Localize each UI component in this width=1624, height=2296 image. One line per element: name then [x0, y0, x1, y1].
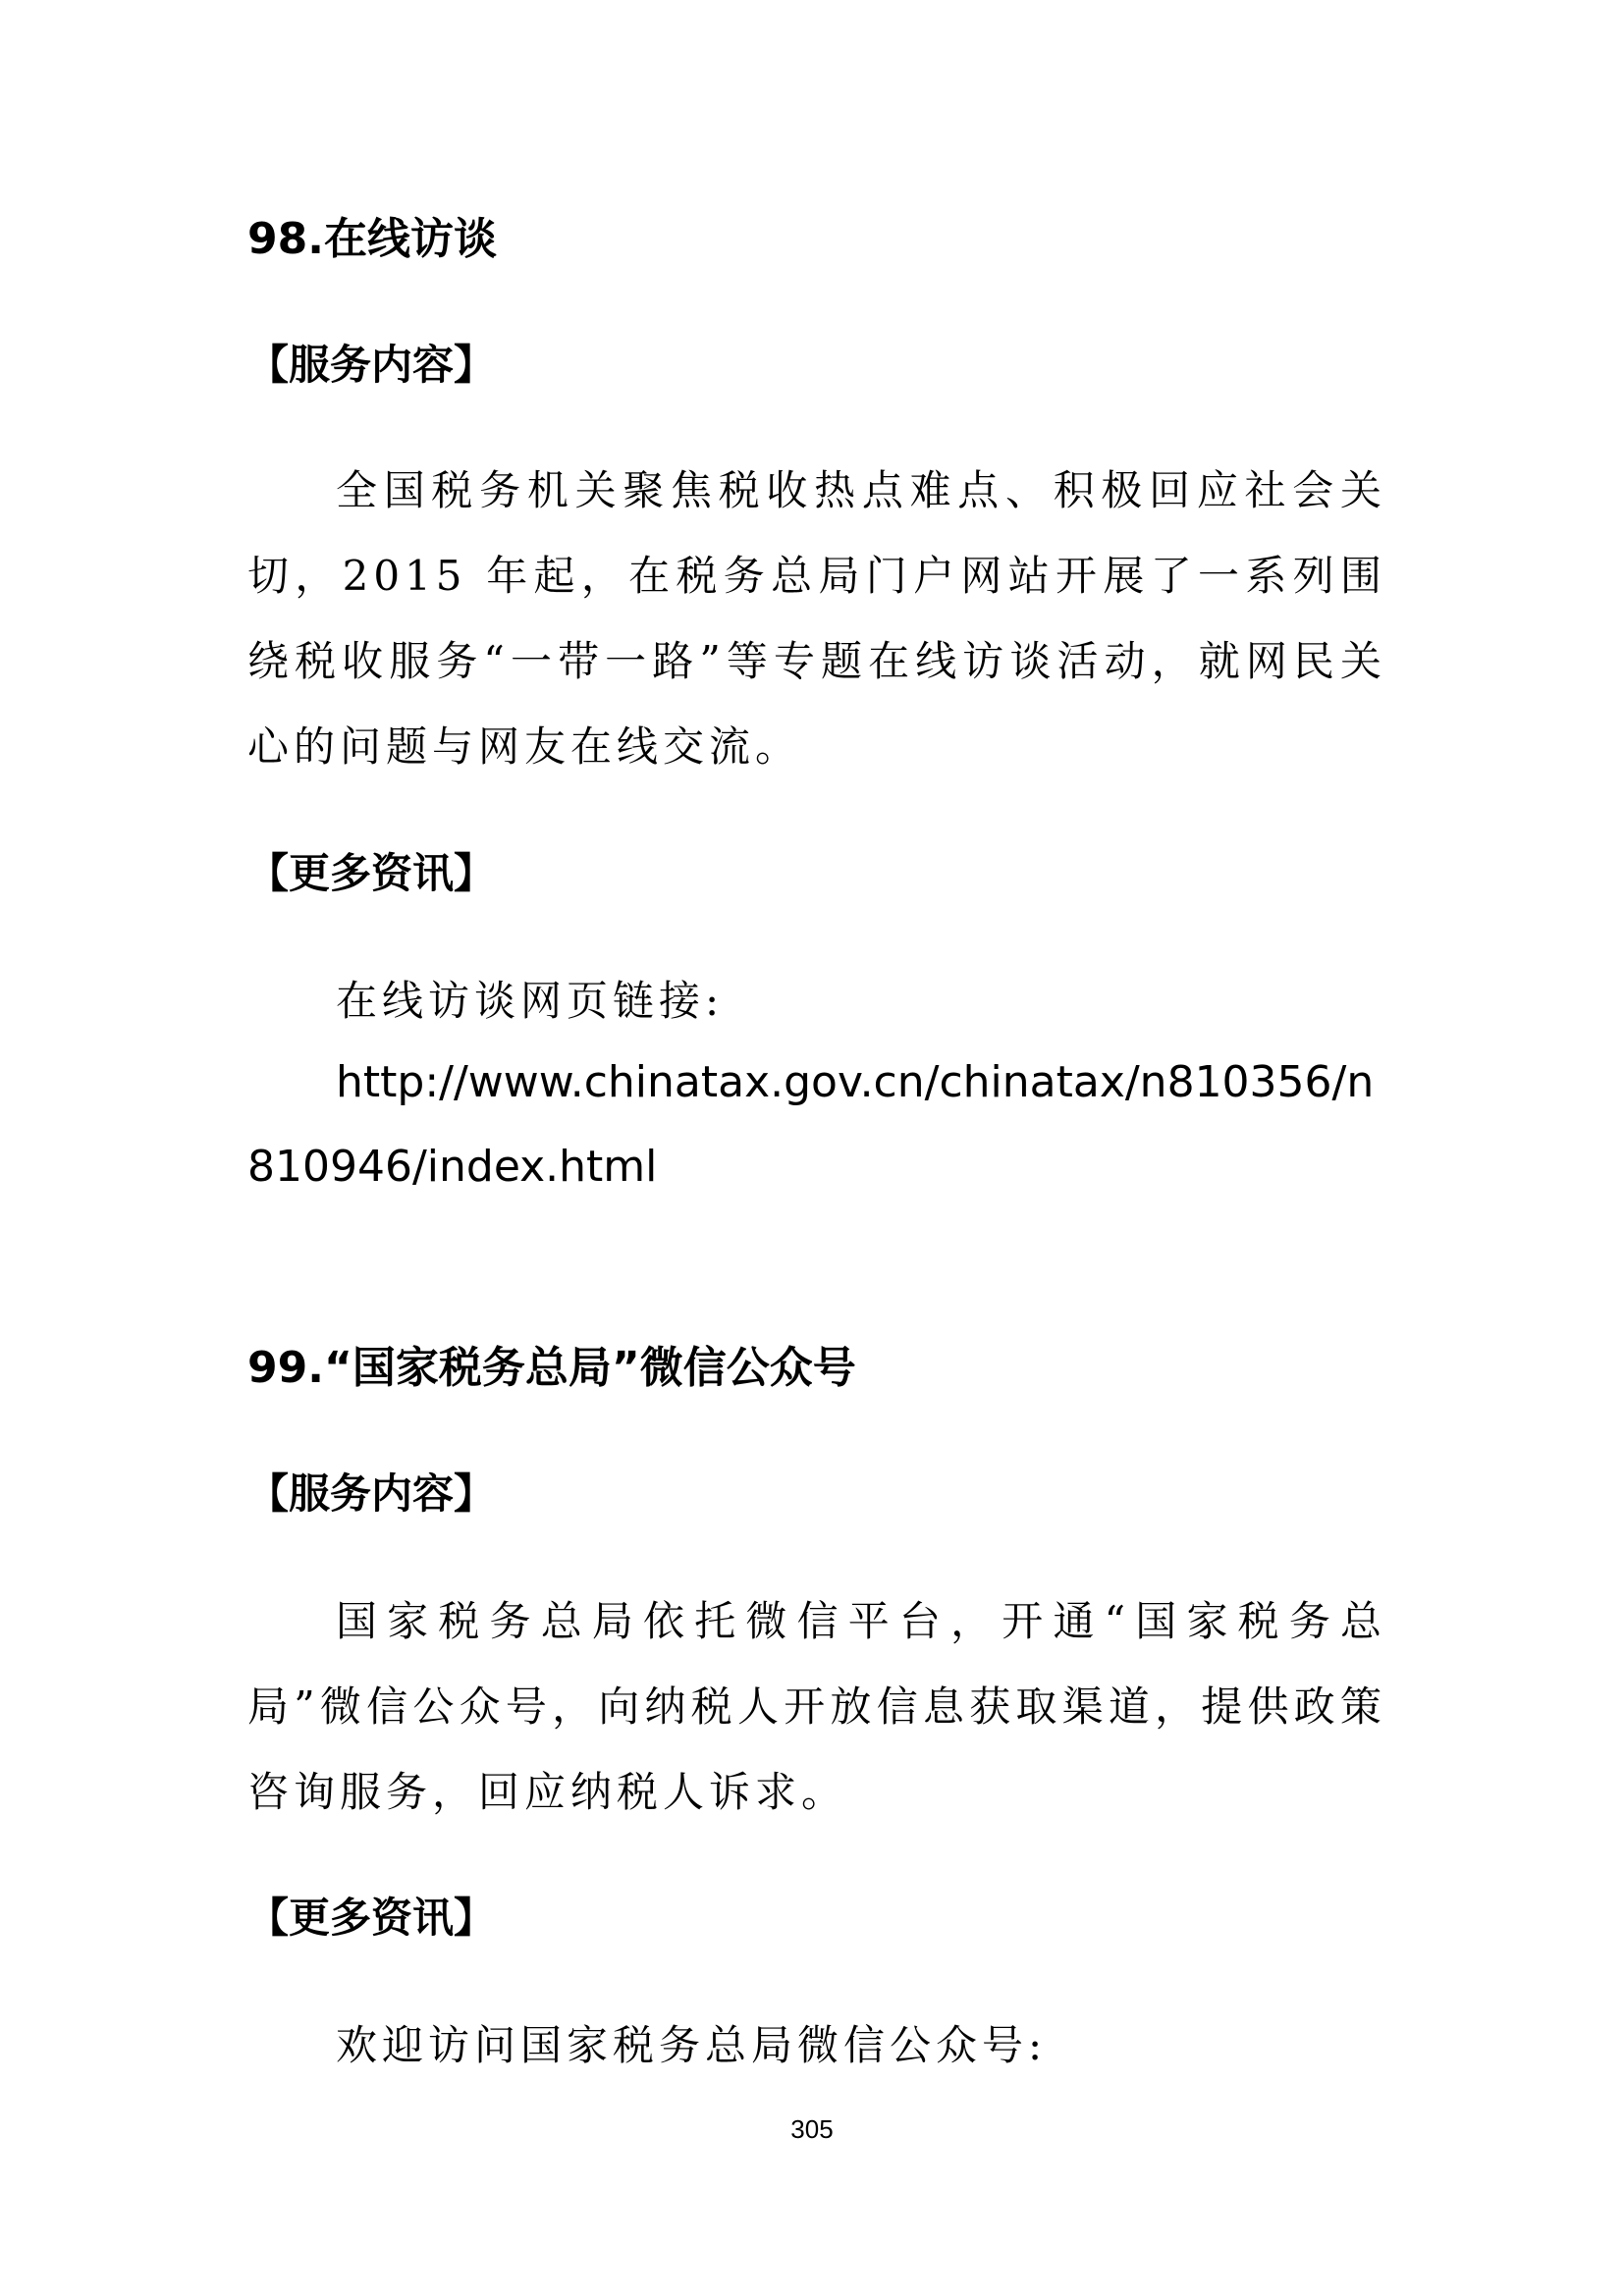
more-info-label: 【更多资讯】 — [247, 1894, 496, 1942]
page-number: 305 — [790, 2114, 834, 2144]
service-content-paragraph: 国家税务总局依托微信平台，开通“国家税务总局”微信公众号，向纳税人开放信息获取渠道，提供政策咨询服务，回应纳税人诉求。 — [247, 1597, 1386, 1816]
service-content-label: 【服务内容】 — [247, 1469, 496, 1518]
more-info-label: 【更多资讯】 — [247, 849, 496, 897]
more-info-text: 欢迎访问国家税务总局微信公众号: — [336, 2021, 1048, 2069]
service-content-label: 【服务内容】 — [247, 341, 496, 389]
service-content-paragraph: 全国税务机关聚焦税收热点难点、积极回应社会关切，2015 年起，在税务总局门户网站开展了一系列围绕税收服务“一带一路”等专题在线访谈活动，就网民关心的问题与网友在线交流。 — [247, 466, 1386, 771]
more-info-text: 在线访谈网页链接: — [336, 977, 725, 1025]
section-heading-99: 99.“国家税务总局”微信公众号 — [247, 1343, 856, 1393]
section-heading-98: 98.在线访谈 — [247, 214, 497, 264]
interview-page-link[interactable]: http://www.chinatax.gov.cn/chinatax/n810356/n810946/index.html — [247, 1057, 1375, 1192]
